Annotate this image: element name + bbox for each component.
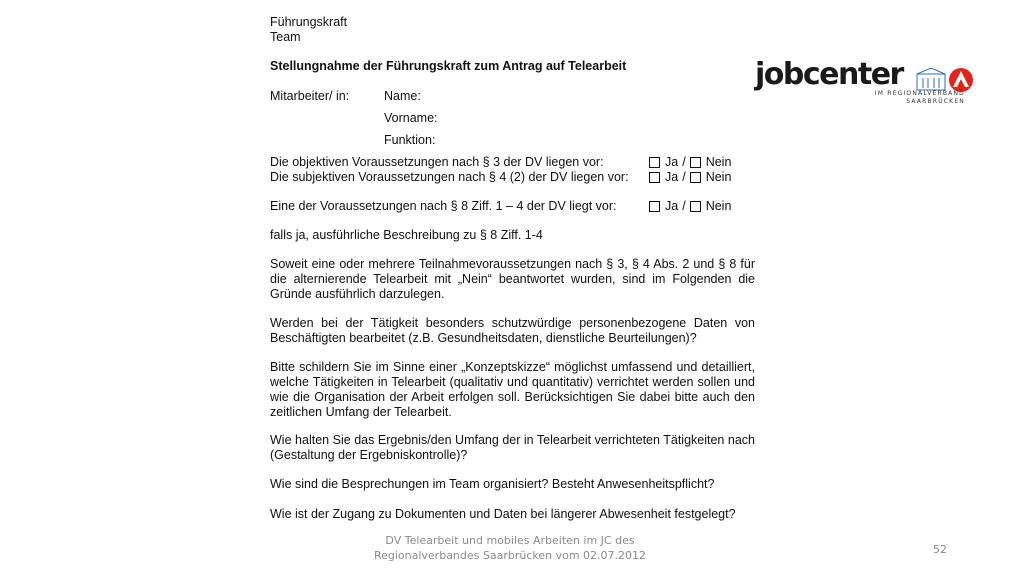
logo-subtitle [815, 90, 965, 106]
check-question-ziff: Eine der Voraussetzungen nach § 8 Ziff. 1 – 4 der DV liegt vor: [270, 199, 617, 213]
nein-label: Nein [705, 170, 732, 184]
slide-footer [330, 533, 690, 563]
paragraph-besprechungen: Wie sind die Besprechungen im Team organisiert? Besteht Anwesenheitspflicht? [270, 477, 715, 491]
ja-label: Ja [665, 199, 679, 213]
ja-checkbox[interactable] [649, 201, 660, 212]
ja-checkbox[interactable] [649, 157, 660, 168]
separator: / [682, 155, 686, 169]
nein-label: Nein [705, 155, 732, 169]
header-line-1: Führungskraft [270, 15, 348, 29]
employee-label: Mitarbeiter/ in: [270, 89, 350, 103]
nein-checkbox[interactable] [690, 201, 701, 212]
paragraph-zugang: Wie ist der Zugang zu Dokumenten und Daten bei längerer Abwesenheit festgelegt? [270, 507, 736, 521]
footer-line-2: Regionalverbandes Saarbrücken vom 02.07.2012 [373, 549, 647, 562]
paragraph-bitte: Bitte schildern Sie im Sinne einer „Konzeptskizze“ möglichst umfassend und detailliert, welche Tätigkeiten in Telearbeit (qualitativ und quantitativ) verrichtet werden sollen und wie die Organisation der Arbeit erfolgen soll. Berücksichtigen Sie dabei bitte auch den zeitlichen Umfang der Telearbeit. [270, 360, 755, 419]
ja-label: Ja [665, 170, 679, 184]
page-number: 52 [933, 543, 947, 556]
check-question-subjektiv: Die subjektiven Voraussetzungen nach § 4 (2) der DV liegen vor: [270, 170, 629, 184]
falls-ja-text: falls ja, ausführliche Beschreibung zu § 8 Ziff. 1-4 [270, 228, 543, 242]
footer-line-1: DV Telearbeit und mobiles Arbeiten im JC des [385, 534, 635, 547]
check-options-subjektiv [649, 170, 731, 185]
check-question-objektiv: Die objektiven Voraussetzungen nach § 3 der DV liegen vor: [270, 155, 604, 169]
check-options-objektiv [649, 155, 731, 170]
ja-checkbox[interactable] [649, 172, 660, 183]
logo-sub-line-1: IM REGIONALVERBAND [874, 90, 965, 97]
separator: / [682, 170, 686, 184]
funktion-label: Funktion: [384, 133, 436, 147]
separator: / [682, 199, 686, 213]
nein-label: Nein [705, 199, 732, 213]
logo-sub-line-2: SAARBRÜCKEN [906, 98, 965, 105]
jobcenter-logo [755, 58, 977, 106]
check-options-ziff [649, 199, 731, 214]
paragraph-soweit: Soweit eine oder mehrere Teilnahmevoraussetzungen nach § 3, § 4 Abs. 2 und § 8 für die alternierende Telearbeit mit „Nein“ beantwortet wurden, sind im Folgenden die Gründe ausführlich darzulegen. [270, 257, 755, 301]
document-title: Stellungnahme der Führungskraft zum Antrag auf Telearbeit [270, 59, 627, 73]
ja-label: Ja [665, 155, 679, 169]
paragraph-werden: Werden bei der Tätigkeit besonders schutzwürdige personenbezogene Daten von Beschäftigten bearbeitet (z.B. Gesundheitsdaten, dienstliche Beurteilungen)? [270, 316, 755, 345]
logo-wordmark: jobcenter [755, 57, 903, 92]
header-line-2: Team [270, 30, 301, 44]
nein-checkbox[interactable] [690, 172, 701, 183]
name-label: Name: [384, 89, 421, 103]
vorname-label: Vorname: [384, 111, 438, 125]
paragraph-wie-halten: Wie halten Sie das Ergebnis/den Umfang der in Telearbeit verrichteten Tätigkeiten nach (Gestaltung der Ergebniskontrolle)? [270, 433, 755, 462]
nein-checkbox[interactable] [690, 157, 701, 168]
